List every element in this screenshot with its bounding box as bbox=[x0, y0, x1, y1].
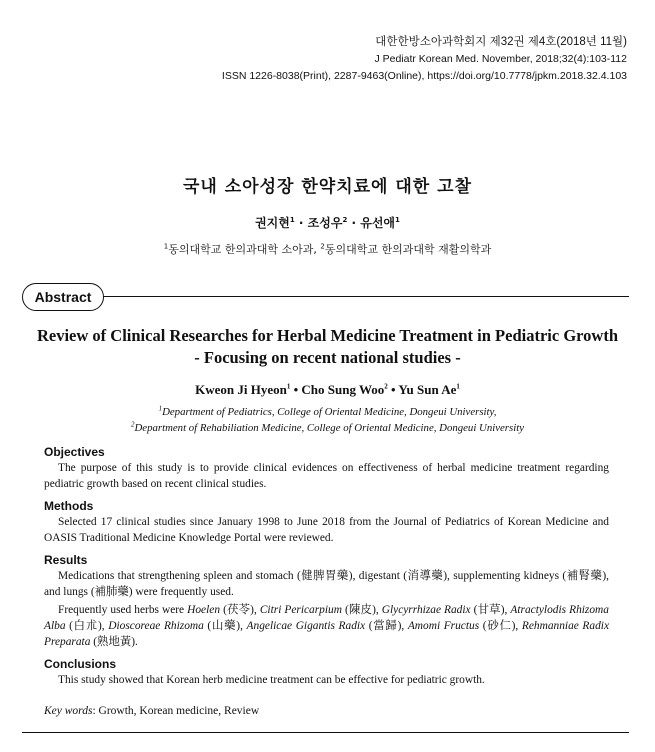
herb-latin: Citri Pericarpium bbox=[259, 604, 342, 616]
abstract-header bbox=[22, 283, 629, 311]
herb-hanja: (當歸) bbox=[368, 620, 402, 632]
affiliation-sup: 1 bbox=[163, 242, 169, 251]
affiliation-text: Department of Pediatrics, College of Oriental Medicine, Dongeui University, bbox=[162, 406, 497, 418]
author-name: 조성우 bbox=[307, 216, 343, 230]
herb-hanja: (山藥) bbox=[207, 620, 241, 632]
author-sup: 2 bbox=[384, 382, 388, 391]
journal-header bbox=[222, 34, 627, 85]
english-title-line2: - Focusing on recent national studies - bbox=[194, 348, 461, 367]
herb-latin: Angelicae Gigantis Radix bbox=[246, 620, 366, 632]
abstract-badge: Abstract bbox=[22, 283, 104, 311]
affiliation-sup: 1 bbox=[158, 404, 163, 413]
herb-hanja: (茯苓) bbox=[223, 604, 254, 616]
keywords-label: Key words bbox=[44, 705, 93, 717]
keywords bbox=[44, 705, 259, 717]
author-separator: · bbox=[294, 216, 308, 230]
results-heading: Results bbox=[44, 553, 88, 567]
herb-latin: Hoelen bbox=[187, 604, 221, 616]
author-sup: 1 bbox=[395, 216, 400, 224]
affiliation-text: Department of Rehabiliation Medicine, College of Oriental Medicine, Dongeui University bbox=[134, 422, 524, 434]
bottom-rule bbox=[22, 732, 629, 733]
journal-volume-korean: 대한한방소아과학회지 제32권 제4호(2018년 11월) bbox=[375, 36, 627, 48]
affiliation-line bbox=[0, 420, 655, 436]
herb-latin: Amomi Fructus bbox=[407, 620, 480, 632]
herb-hanja: (白朮) bbox=[69, 620, 102, 632]
affiliation-sup: 2 bbox=[131, 420, 135, 429]
conclusions-text: This study showed that Korean herb medicine treatment can be effective for pediatric growth. bbox=[58, 674, 485, 686]
author-separator: • bbox=[290, 382, 302, 397]
affiliation-sup: 2 bbox=[320, 242, 325, 251]
herb-latin: Rehmanniae Radix Preparata bbox=[44, 620, 610, 648]
herb-latin: Glycyrrhizae Radix bbox=[381, 604, 471, 616]
conclusions-heading: Conclusions bbox=[44, 657, 117, 671]
keywords-colon: : bbox=[92, 705, 96, 717]
journal-issn-doi: ISSN 1226-8038(Print), 2287-9463(Online), https://doi.org/10.7778/jpkm.2018.32.4.103 bbox=[221, 70, 627, 82]
author-name: Yu Sun Ae bbox=[398, 382, 457, 397]
herb-latin: Dioscoreae Rhizoma bbox=[108, 620, 204, 632]
author-name: 권지현 bbox=[255, 216, 290, 230]
results-text: Medications that strengthening spleen and stomach (健脾胃藥), digestant (消導藥), supplementing kidneys (補腎藥), and lungs (補肺藥) were frequently used. bbox=[44, 570, 609, 598]
affiliation-text: 동의대학교 한의과대학 재활의학과 bbox=[324, 243, 492, 256]
author-sup: 1 bbox=[289, 216, 295, 224]
author-separator: · bbox=[347, 216, 361, 230]
affiliation-line bbox=[0, 404, 655, 420]
keywords-text: Growth, Korean medicine, Review bbox=[95, 705, 260, 717]
korean-affiliations bbox=[0, 241, 655, 257]
herbs-end: . bbox=[135, 636, 138, 648]
herb-hanja: (熟地黃) bbox=[93, 636, 136, 648]
english-authors bbox=[0, 382, 655, 398]
english-affiliations bbox=[0, 404, 655, 436]
author-sup: 2 bbox=[342, 216, 348, 224]
author-name: 유선애 bbox=[360, 216, 396, 230]
objectives-text: The purpose of this study is to provide clinical evidences on effectiveness of herbal medicine treatment regarding pediatric growth based on recent clinical studies. bbox=[44, 462, 609, 490]
affiliation-text: 동의대학교 한의과대학 소아과, bbox=[168, 243, 321, 256]
english-title bbox=[0, 325, 655, 369]
herb-hanja: (陳皮) bbox=[344, 604, 376, 616]
author-name: Cho Sung Woo bbox=[301, 382, 385, 397]
methods-text: Selected 17 clinical studies since January 1998 to June 2018 from the Journal of Pediatrics of Korean Medicine and OASIS Traditional Medicine Knowledge Portal were reviewed. bbox=[44, 516, 609, 544]
herb-hanja: (甘草) bbox=[473, 604, 505, 616]
methods-heading: Methods bbox=[44, 499, 94, 513]
abstract-rule bbox=[102, 296, 629, 297]
author-name: Kweon Ji Hyeon bbox=[195, 382, 287, 397]
objectives-heading: Objectives bbox=[44, 445, 105, 459]
author-sup: 1 bbox=[286, 382, 291, 391]
english-title-line1: Review of Clinical Researches for Herbal Medicine Treatment in Pediatric Growth bbox=[36, 326, 619, 345]
author-separator: • bbox=[387, 382, 399, 397]
korean-authors bbox=[0, 214, 655, 231]
korean-title: 국내 소아성장 한약치료에 대한 고찰 bbox=[182, 177, 472, 197]
abstract-body bbox=[44, 444, 609, 694]
journal-citation: J Pediatr Korean Med. November, 2018;32(4):103-112 bbox=[374, 53, 627, 65]
results-herbs: Frequently used herbs were Hoelen (茯苓), Citri Pericarpium (陳皮), Glycyrrhizae Radix (甘草), Atractylodis Rhizoma Alba (白朮), Dioscoreae Rhizoma (山藥), Angelicae Gigantis Radix (當歸), Amomi Fructus (砂仁), Rehmanniae Radix Preparata (熟地黃). bbox=[44, 604, 610, 648]
herb-hanja: (砂仁) bbox=[482, 620, 516, 632]
author-sup: 1 bbox=[456, 382, 460, 391]
herbs-intro: Frequently used herbs were bbox=[58, 604, 188, 616]
herb-latin: Atractylodis Rhizoma Alba bbox=[44, 604, 609, 632]
